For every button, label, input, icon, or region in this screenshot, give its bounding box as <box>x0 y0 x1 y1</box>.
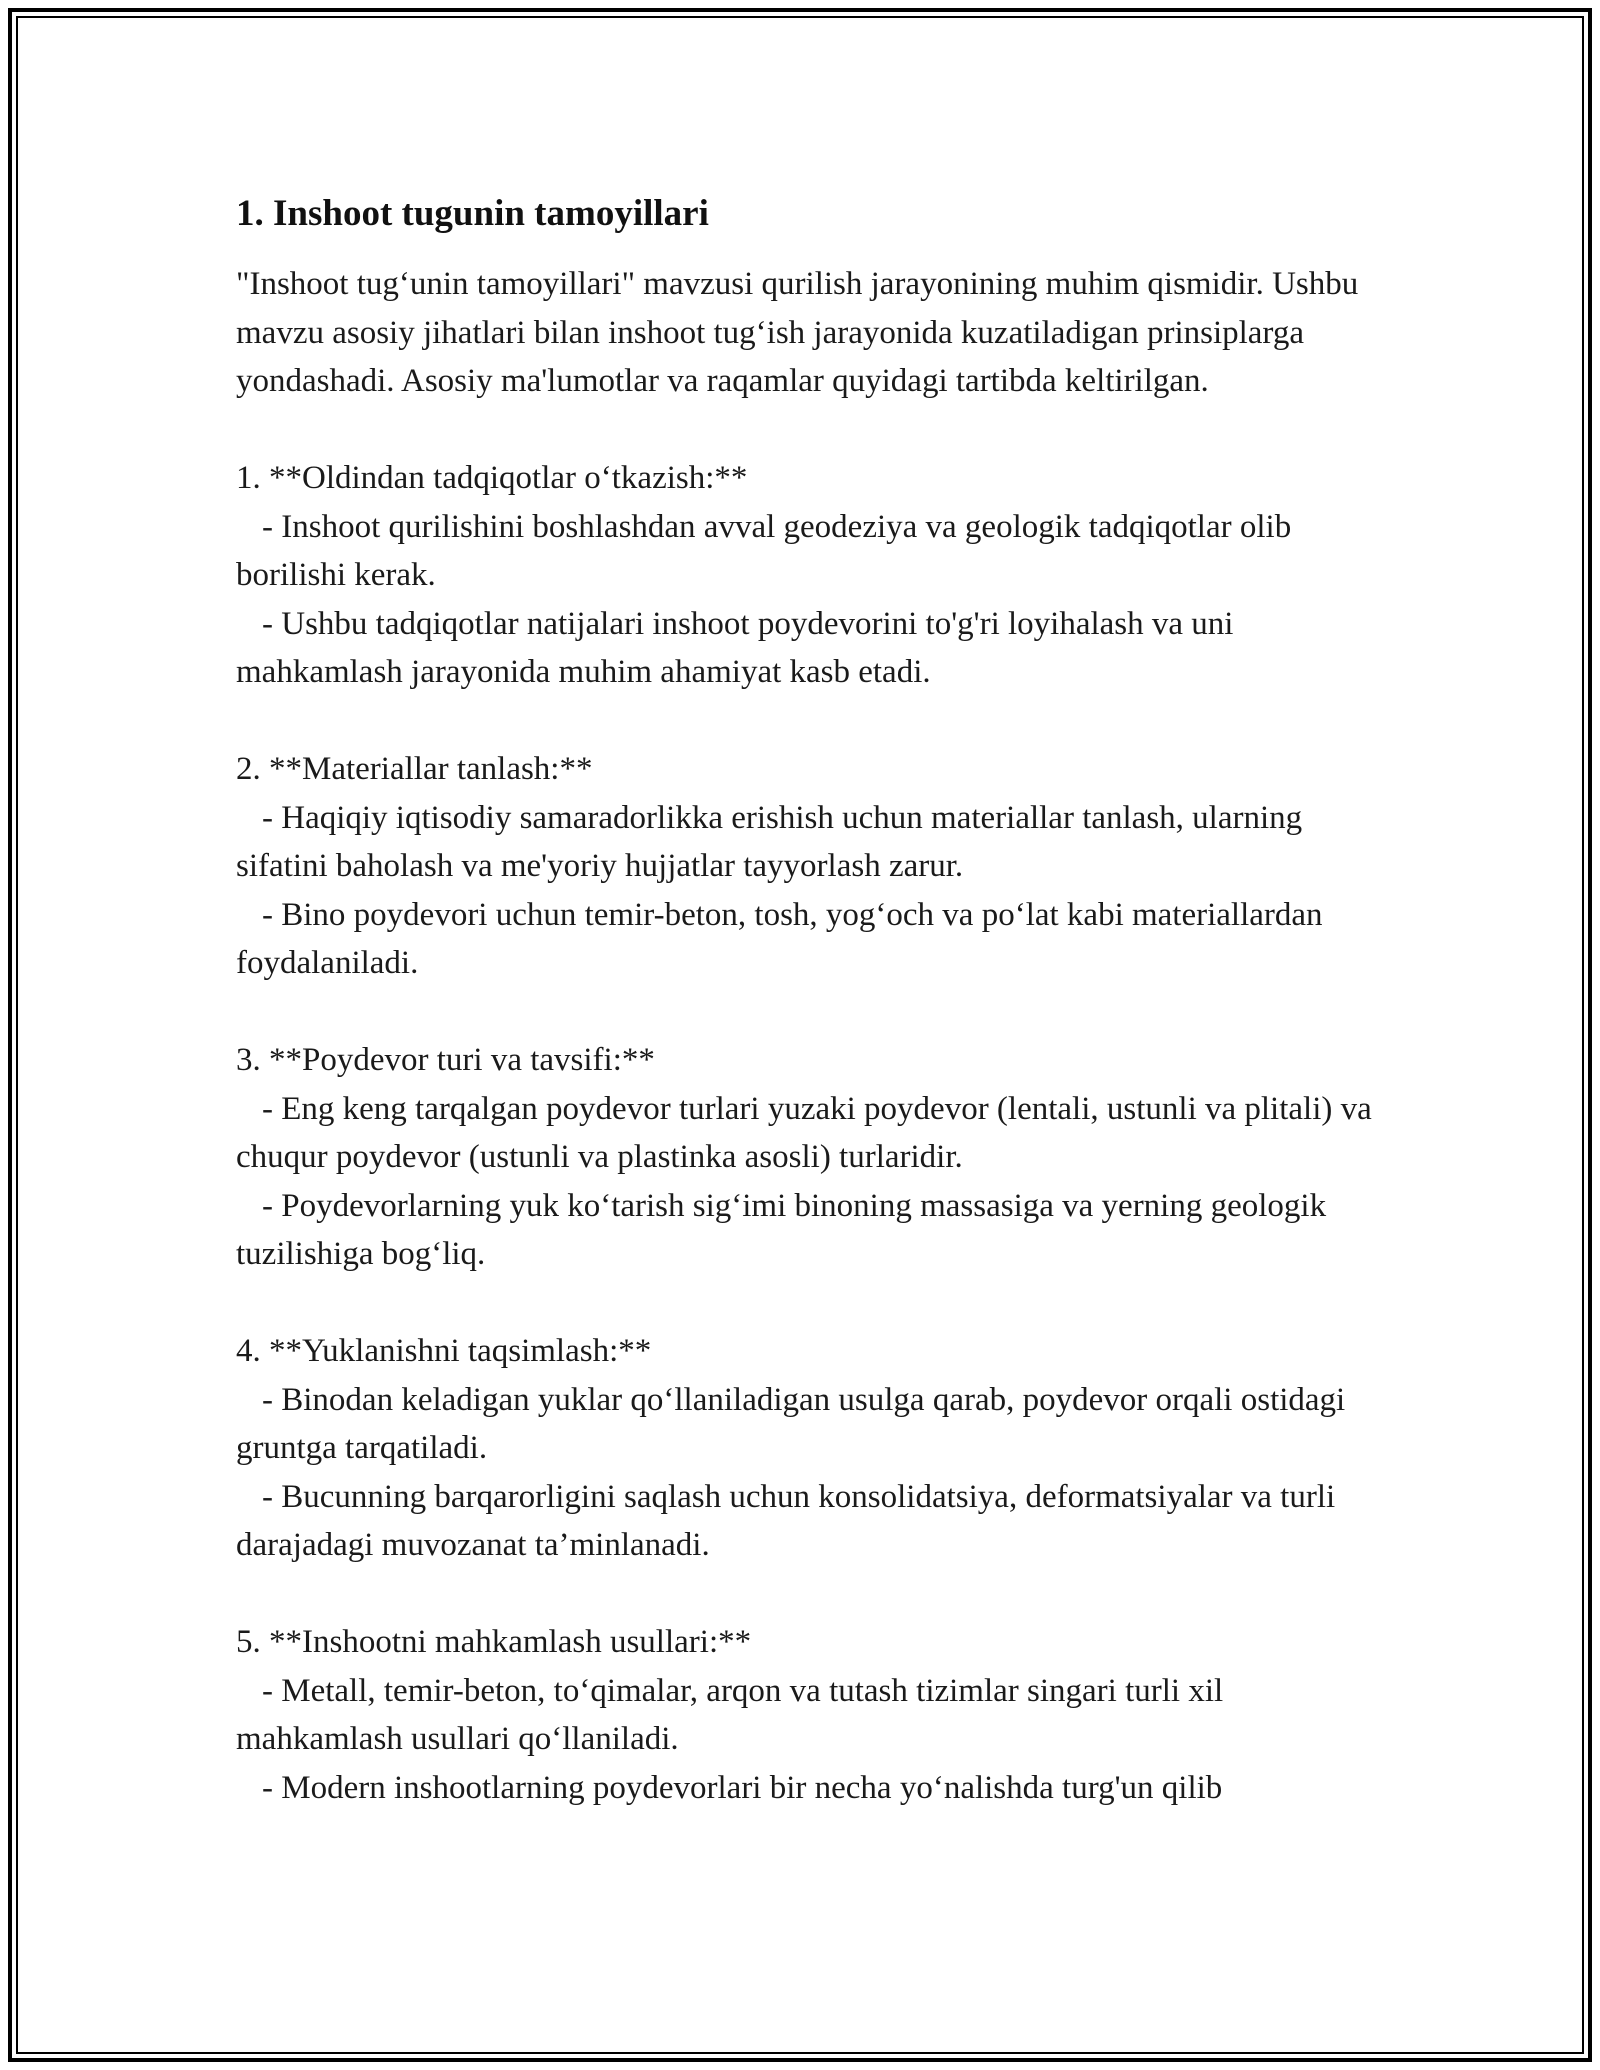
intro-paragraph: "Inshoot tug‘unin tamoyillari" mavzusi qurilish jarayonining muhim qismidir. Ushbu mavzu asosiy jihatlari bilan inshoot tug‘ish jarayonida kuzatiladigan prinsiplarga yondashadi. Asosiy ma'lumotlar va raqamlar quyidagi tartibda keltirilgan. <box>236 266 1367 399</box>
section-bullet: - Inshoot qurilishini boshlashdan avval geodeziya va geologik tadqiqotlar olib borilishi kerak. <box>236 508 1300 593</box>
document-title: 1. Inshoot tugunin tamoyillari <box>236 193 709 234</box>
section-heading: 1. **Oldindan tadqiqotlar o‘tkazish:** <box>236 460 748 496</box>
document-body <box>236 186 1381 1812</box>
section-bullet: - Modern inshootlarning poydevorlari bir necha yo‘nalishda turg'un qilib <box>262 1769 1223 1806</box>
section-bullet: - Binodan keladigan yuklar qo‘llaniladigan usulga qarab, poydevor orqali ostidagi gruntga tarqatiladi. <box>236 1381 1354 1466</box>
section-heading: 5. **Inshootni mahkamlash usullari:** <box>236 1624 752 1660</box>
section-bullet: - Poydevorlarning yuk ko‘tarish sig‘imi binoning massasiga va yerning geologik tuzilishiga bog‘liq. <box>236 1187 1335 1272</box>
spacer <box>236 988 1376 1037</box>
section-bullet: - Metall, temir-beton, to‘qimalar, arqon va tutash tizimlar singari turli xil mahkamlash usullari qo‘llaniladi. <box>236 1672 1232 1757</box>
section-heading: 3. **Poydevor turi va tavsifi:** <box>236 1042 655 1078</box>
spacer <box>236 406 1376 455</box>
spacer <box>236 1279 1376 1328</box>
spacer <box>236 697 1376 746</box>
section-bullet: - Ushbu tadqiqotlar natijalari inshoot poydevorini to'g'ri loyihalash va uni mahkamlash jarayonida muhim ahamiyat kasb etadi. <box>236 605 1242 690</box>
section-5 <box>236 1618 1376 1812</box>
section-bullet: - Eng keng tarqalgan poydevor turlari yuzaki poydevor (lentali, ustunli va plitali) va chuqur poydevor (ustunli va plastinka asosli) turlaridir. <box>236 1090 1381 1175</box>
section-heading: 2. **Materiallar tanlash:** <box>236 751 593 787</box>
section-heading: 4. **Yuklanishni taqsimlash:** <box>236 1333 652 1369</box>
section-bullet: - Haqiqiy iqtisodiy samaradorlikka erishish uchun materiallar tanlash, ularning sifatini baholash va me'yoriy hujjatlar tayyorlash zarur. <box>236 799 1311 884</box>
section-bullet: - Bino poydevori uchun temir-beton, tosh, yog‘och va po‘lat kabi materiallardan foydalaniladi. <box>236 896 1331 981</box>
section-2 <box>236 745 1376 988</box>
section-1 <box>236 454 1376 697</box>
section-bullet: - Bucunning barqarorligini saqlash uchun konsolidatsiya, deformatsiyalar va turli darajadagi muvozanat ta’minlanadi. <box>236 1478 1344 1563</box>
spacer <box>236 1570 1376 1619</box>
section-4 <box>236 1327 1376 1570</box>
section-3 <box>236 1036 1381 1279</box>
